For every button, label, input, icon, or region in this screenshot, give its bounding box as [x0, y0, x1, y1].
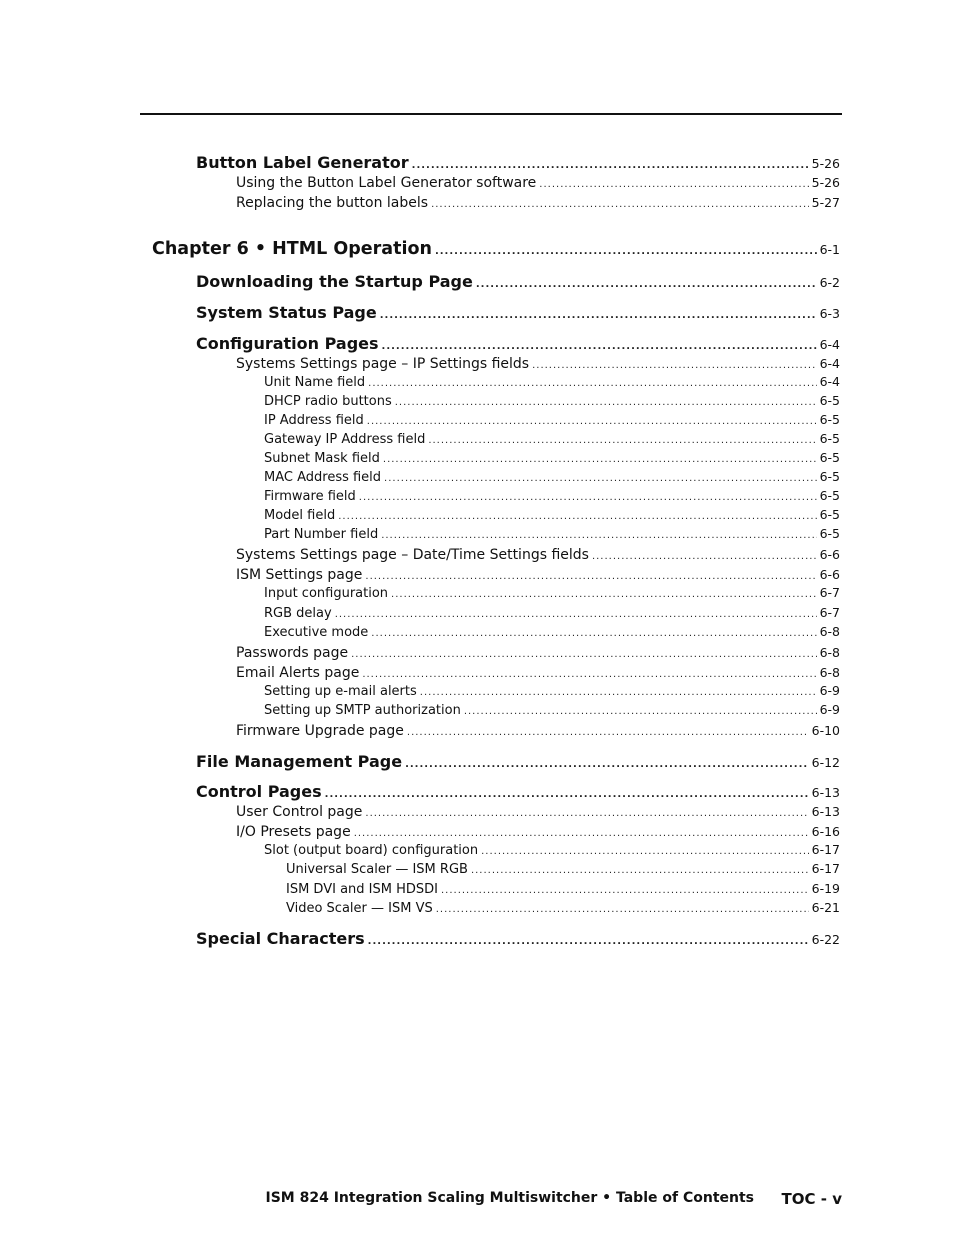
toc-entry-title: Email Alerts page	[236, 665, 360, 681]
toc-leader-dots	[365, 809, 808, 819]
toc-entry-title: MAC Address field	[264, 470, 382, 485]
toc-leader-dots	[368, 937, 809, 947]
toc-entry[interactable]	[264, 685, 840, 698]
toc-entry-title: IP Address field	[264, 413, 364, 428]
toc-entry-page: 6-4	[819, 374, 840, 389]
toc-entry-title: ISM DVI and ISM HDSDI	[286, 882, 438, 897]
toc-entry[interactable]	[264, 626, 840, 639]
toc-leader-dots	[481, 847, 809, 857]
toc-entry[interactable]	[264, 587, 840, 600]
toc-entry-title: Setting up e-mail alerts	[264, 684, 417, 699]
toc-entry-title: DHCP radio buttons	[264, 394, 392, 409]
toc-entry-page: 6-1	[819, 242, 840, 257]
toc-entry[interactable]	[286, 902, 840, 915]
toc-entry-page: 6-13	[811, 785, 840, 800]
toc-entry-page: 6-10	[811, 723, 840, 738]
toc-leader-dots	[435, 247, 817, 257]
toc-entry[interactable]	[264, 528, 840, 541]
toc-leader-dots	[539, 180, 808, 190]
toc-entry[interactable]	[196, 784, 840, 800]
toc-leader-dots	[383, 455, 817, 465]
toc-entry-page: 6-5	[819, 469, 840, 484]
toc-chapter-entry[interactable]	[152, 241, 840, 259]
toc-leader-dots	[412, 161, 809, 171]
toc-entry-title: Downloading the Startup Page	[196, 272, 473, 291]
toc-leader-dots	[391, 590, 817, 600]
toc-entry-page: 6-6	[819, 547, 840, 562]
toc-leader-dots	[436, 905, 809, 915]
toc-entry-page: 6-8	[819, 665, 840, 680]
toc-entry-page: 6-19	[811, 881, 840, 896]
footer-page-number: TOC - v	[781, 1190, 842, 1208]
toc-entry-title: Video Scaler — ISM VS	[286, 901, 433, 916]
toc-entry[interactable]	[236, 568, 840, 582]
toc-entry-page: 6-5	[819, 450, 840, 465]
toc-entry-page: 6-8	[819, 645, 840, 660]
toc-entry-title: I/O Presets page	[236, 824, 351, 840]
toc-entry-page: 6-8	[819, 624, 840, 639]
toc-entry[interactable]	[236, 176, 840, 190]
toc-leader-dots	[532, 361, 816, 371]
toc-entry[interactable]	[236, 666, 840, 680]
toc-entry[interactable]	[264, 490, 840, 503]
toc-entry[interactable]	[264, 607, 840, 620]
toc-entry-page: 6-22	[811, 932, 840, 947]
toc-entry-title: Firmware field	[264, 489, 356, 504]
toc-entry[interactable]	[264, 509, 840, 522]
toc-leader-dots	[431, 200, 809, 210]
toc-entry-page: 5-27	[811, 195, 840, 210]
toc-entry-title: Unit Name field	[264, 375, 366, 390]
toc-leader-dots	[476, 280, 817, 290]
toc-entry-page: 6-7	[819, 605, 840, 620]
toc-leader-dots	[407, 728, 809, 738]
toc-leader-dots	[405, 760, 809, 770]
toc-leader-dots	[395, 398, 817, 408]
toc-leader-dots	[464, 707, 817, 717]
toc-entry-page: 6-17	[811, 842, 840, 857]
toc-entry-title: Systems Settings page – Date/Time Settings fields	[236, 547, 589, 563]
toc-entry[interactable]	[264, 844, 840, 857]
toc-entry-title: RGB delay	[264, 606, 332, 621]
toc-entry-page: 6-7	[819, 585, 840, 600]
toc-leader-dots	[420, 688, 817, 698]
toc-entry-page: 6-5	[819, 393, 840, 408]
toc-entry[interactable]	[196, 336, 840, 352]
toc-entry-page: 6-13	[811, 804, 840, 819]
toc-entry-title: User Control page	[236, 804, 363, 820]
toc-leader-dots	[335, 610, 817, 620]
toc-entry[interactable]	[236, 357, 840, 371]
toc-entry-title: Executive mode	[264, 625, 369, 640]
toc-leader-dots	[381, 531, 816, 541]
toc-entry-page: 6-4	[819, 356, 840, 371]
toc-entry-title: Control Pages	[196, 782, 322, 801]
toc-leader-dots	[428, 436, 816, 446]
toc-entry[interactable]	[264, 433, 840, 446]
toc-entry-title: Firmware Upgrade page	[236, 723, 404, 739]
toc-entry[interactable]	[264, 414, 840, 427]
toc-entry-page: 6-12	[811, 755, 840, 770]
toc-entry-title: Setting up SMTP authorization	[264, 703, 461, 718]
toc-entry-page: 6-21	[811, 900, 840, 915]
toc-leader-dots	[359, 493, 817, 503]
toc-entry-title: File Management Page	[196, 752, 403, 771]
toc-entry-title: Button Label Generator	[196, 153, 409, 172]
toc-leader-dots	[367, 417, 817, 427]
toc-entry[interactable]	[196, 305, 840, 321]
toc-entry[interactable]	[264, 704, 840, 717]
toc-entry[interactable]	[236, 805, 840, 819]
toc-entry-page: 6-17	[811, 861, 840, 876]
toc-leader-dots	[351, 650, 816, 660]
toc-entry-title: Slot (output board) configuration	[264, 843, 479, 858]
toc-leader-dots	[371, 629, 816, 639]
toc-entry-page: 6-9	[819, 702, 840, 717]
toc-entry[interactable]	[286, 883, 840, 896]
toc-entry-title: Systems Settings page – IP Settings fields	[236, 356, 530, 372]
toc-entry-title: Subnet Mask field	[264, 451, 380, 466]
toc-entry[interactable]	[286, 863, 840, 876]
toc-entry[interactable]	[264, 376, 840, 389]
toc-entry-title: Gateway IP Address field	[264, 432, 426, 447]
toc-entry[interactable]	[236, 646, 840, 660]
toc-entry-title: Passwords page	[236, 645, 349, 661]
toc-leader-dots	[592, 552, 817, 562]
toc-entry-title: Model field	[264, 508, 336, 523]
toc-leader-dots	[380, 311, 817, 321]
toc-entry-title: Part Number field	[264, 527, 379, 542]
toc-leader-dots	[441, 886, 809, 896]
toc-entry[interactable]	[264, 395, 840, 408]
toc-entry-page: 5-26	[811, 175, 840, 190]
toc-entry-page: 6-5	[819, 488, 840, 503]
toc-entry[interactable]	[236, 724, 840, 738]
toc-leader-dots	[384, 474, 817, 484]
toc-entry-title: Configuration Pages	[196, 334, 379, 353]
footer-title: ISM 824 Integration Scaling Multiswitcher • Table of Contents	[265, 1190, 754, 1206]
toc-leader-dots	[362, 670, 816, 680]
toc-entry[interactable]	[196, 155, 840, 171]
toc-entry-page: 6-4	[819, 337, 840, 352]
toc-leader-dots	[338, 512, 816, 522]
toc-leader-dots	[365, 572, 816, 582]
toc-entry-page: 6-16	[811, 824, 840, 839]
toc-entry-page: 6-3	[819, 306, 840, 321]
toc-leader-dots	[471, 866, 809, 876]
toc-entry-page: 6-2	[819, 275, 840, 290]
toc-entry-title: Replacing the button labels	[236, 195, 429, 211]
toc-entry-page: 6-5	[819, 507, 840, 522]
toc-entry[interactable]	[236, 825, 840, 839]
toc-entry[interactable]	[196, 931, 840, 947]
toc-entry-page: 6-6	[819, 567, 840, 582]
header-rule	[140, 113, 842, 115]
toc-entry-title: System Status Page	[196, 303, 377, 322]
toc-entry-page: 6-5	[819, 526, 840, 541]
toc-leader-dots	[368, 379, 816, 389]
toc-entry-title: Input configuration	[264, 586, 389, 601]
toc-entry[interactable]	[236, 548, 840, 562]
toc-entry[interactable]	[196, 274, 840, 290]
toc-leader-dots	[325, 790, 809, 800]
toc-entry-page: 6-5	[819, 431, 840, 446]
toc-entry-title: Chapter 6 • HTML Operation	[152, 239, 432, 259]
toc-leader-dots	[382, 342, 817, 352]
toc-entry-page: 6-9	[819, 683, 840, 698]
toc-leader-dots	[354, 829, 809, 839]
toc-entry[interactable]	[264, 452, 840, 465]
toc-entry-title: Universal Scaler — ISM RGB	[286, 862, 468, 877]
toc-entry-title: ISM Settings page	[236, 567, 363, 583]
toc-entry[interactable]	[236, 196, 840, 210]
toc-entry-page: 5-26	[811, 156, 840, 171]
toc-entry-title: Using the Button Label Generator software	[236, 175, 537, 191]
toc-entry[interactable]	[264, 471, 840, 484]
toc-entry[interactable]	[196, 754, 840, 770]
toc-entry-page: 6-5	[819, 412, 840, 427]
toc-entry-title: Special Characters	[196, 929, 365, 948]
